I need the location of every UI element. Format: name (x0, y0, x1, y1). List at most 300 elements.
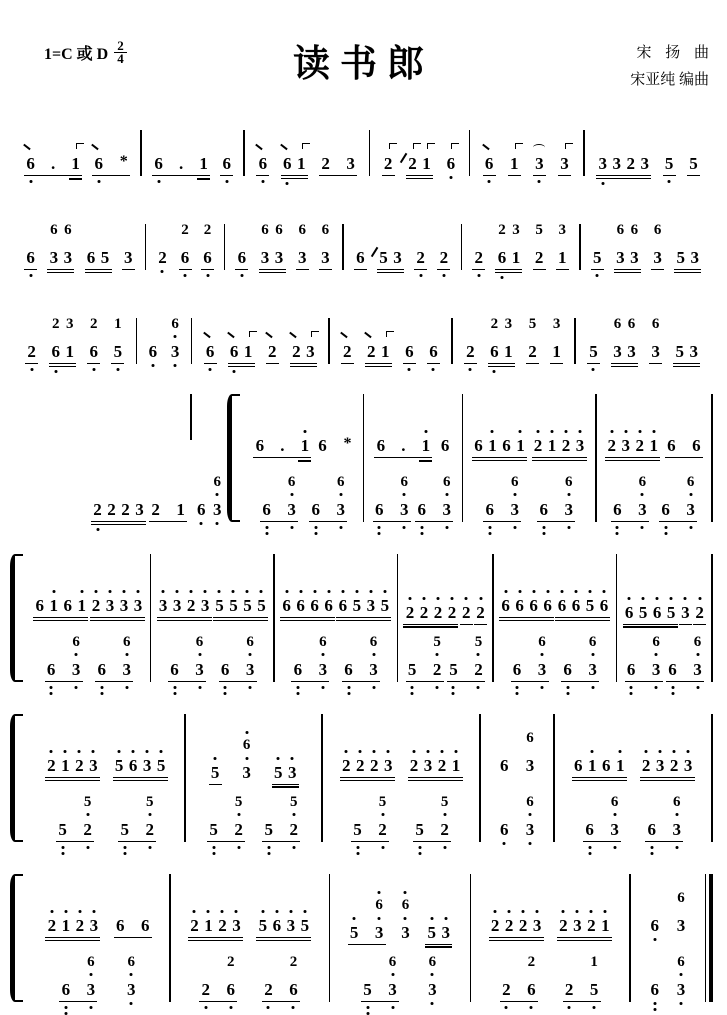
chord-upper-row (170, 316, 181, 333)
note-digit: 3 (374, 922, 384, 942)
note-group (45, 634, 83, 682)
low-octave-dots (591, 686, 594, 689)
beamed-note-row (425, 923, 452, 945)
note-digit: 2 (341, 756, 351, 775)
high-octave-dots (246, 590, 249, 593)
note-digit: 3 (683, 756, 693, 775)
octave-dot (671, 686, 674, 689)
octave-dot (339, 493, 342, 496)
note (92, 500, 103, 519)
measure (28, 714, 184, 842)
chord-upper-slot (212, 474, 223, 491)
note (85, 980, 96, 999)
beamed-note-row (625, 660, 663, 682)
measure (137, 316, 191, 364)
octave-dot (200, 522, 203, 525)
chord-upper-row (527, 316, 538, 333)
note-digit: 2 (416, 248, 425, 267)
octave-dot (408, 597, 411, 600)
octave-dot (92, 750, 95, 753)
note-digit: 2 (289, 954, 298, 970)
note (439, 820, 450, 839)
note-digit: 2 (186, 596, 196, 615)
low-octave-dots (237, 813, 240, 816)
octave-dot (404, 917, 407, 920)
octave-dot (267, 846, 270, 849)
low-octave-dots (116, 368, 119, 371)
note (212, 474, 223, 491)
low-octave-dots (292, 1006, 295, 1009)
note (291, 342, 302, 361)
note-digit: 6 (661, 500, 670, 519)
chord-upper-slot (349, 897, 360, 914)
note-group (209, 763, 222, 785)
beamed-note-row (152, 154, 210, 176)
note-group (550, 316, 563, 364)
note-digit: 1 (558, 248, 567, 267)
accompaniment-voice-row (175, 938, 325, 1002)
beamed-note-row (426, 980, 439, 1002)
chord-upper-slot (274, 222, 285, 239)
slide-corner-mark (413, 143, 421, 149)
note-digit: 6 (283, 154, 292, 173)
chord-upper-row (612, 474, 648, 491)
note (46, 756, 57, 775)
note-digit: 3 (123, 248, 133, 267)
note-digit: 2 (181, 222, 189, 238)
octave-dot (347, 692, 350, 695)
note-digit: 6 (692, 436, 701, 455)
octave-dot (286, 182, 289, 185)
chord-upper-slot (615, 222, 626, 239)
chord-upper-slot (651, 634, 662, 651)
note-group (90, 596, 145, 618)
low-octave-dots (469, 368, 472, 371)
note-digit: 6 (128, 756, 138, 775)
note-group (648, 980, 661, 1002)
note-digit: 2 (234, 820, 243, 839)
note-digit: 6 (122, 634, 131, 650)
note (114, 756, 125, 775)
octave-dot (75, 686, 78, 689)
note-group (24, 248, 37, 270)
beamed-note-row (220, 154, 233, 176)
note-digit: 3 (423, 756, 433, 775)
note-group (537, 474, 575, 522)
octave-dot (125, 686, 128, 689)
note-digit: 6 (693, 634, 702, 650)
octave-dot (237, 846, 240, 849)
note-digit: 6 (242, 736, 251, 753)
chord-upper-row (612, 316, 637, 333)
octave-dot (378, 917, 381, 920)
note (562, 660, 573, 679)
note-group (291, 634, 329, 682)
note-digit: 6 (140, 916, 150, 935)
note-digit: 6 (115, 916, 125, 935)
chord-upper-slot (584, 794, 595, 811)
beamed-note-row (204, 342, 217, 364)
note-digit: 5 (243, 596, 252, 615)
note-group (342, 634, 380, 682)
note-digit: 2 (409, 756, 419, 775)
beamed-note-row (348, 923, 386, 945)
note (180, 222, 191, 239)
octave-dot (206, 274, 209, 277)
chord-upper-slot (362, 954, 373, 971)
beamed-note-row (659, 500, 697, 522)
note (221, 154, 232, 173)
note-digit: 6 (319, 634, 327, 650)
note-digit: 6 (563, 660, 572, 679)
note (432, 603, 443, 622)
note-digit: 2 (474, 248, 484, 267)
measure (471, 874, 629, 1002)
octave-dot (652, 430, 655, 433)
high-octave-dots (235, 910, 238, 913)
note-group (498, 820, 511, 842)
high-octave-dots (245, 731, 248, 734)
tremolo-asterisk (342, 436, 353, 455)
slide-corner-mark (515, 143, 523, 149)
high-octave-dots (659, 750, 662, 753)
octave-dot (130, 1002, 133, 1005)
octave-dot (29, 180, 32, 183)
note-group (587, 342, 600, 364)
high-octave-dots (291, 757, 294, 760)
chord-upper-slot (297, 222, 308, 239)
note-digit: 3 (122, 660, 131, 679)
octave-dot (109, 590, 112, 593)
octave-dot (327, 590, 330, 593)
grace-tick-mark (203, 332, 210, 338)
low-octave-dots (391, 1006, 394, 1009)
note (48, 248, 59, 267)
note (445, 154, 456, 173)
note-digit: 3 (245, 660, 255, 679)
note-digit: 6 (539, 500, 548, 519)
note-digit: 3 (71, 660, 81, 679)
melody-voice-row (402, 554, 488, 625)
note (650, 342, 661, 361)
octave-dot (513, 526, 516, 529)
high-octave-dots (404, 891, 407, 894)
octave-dot (698, 597, 701, 600)
note-group (336, 596, 391, 618)
note (612, 316, 623, 333)
note (407, 154, 418, 173)
note-digit: 6 (310, 596, 319, 615)
octave-dot (216, 522, 219, 525)
final-barline-thin (705, 874, 707, 1002)
beamed-note-row (49, 342, 76, 364)
beamed-note-row (256, 154, 269, 176)
high-octave-dots (345, 750, 348, 753)
chord-upper-slot (685, 474, 696, 491)
measure (555, 714, 711, 842)
note (128, 756, 139, 775)
measure (585, 146, 712, 176)
chord-upper-row (374, 474, 410, 491)
high-octave-dots (670, 597, 673, 600)
octave-dot (450, 597, 453, 600)
octave-dot (303, 910, 306, 913)
octave-dot (653, 938, 656, 941)
note-group (489, 916, 544, 938)
note-digit: 6 (417, 500, 426, 519)
beamed-note-row (373, 500, 411, 522)
note (496, 248, 507, 267)
low-octave-dots (477, 686, 480, 689)
chord-upper-row (512, 634, 548, 651)
octave-dot (653, 1002, 656, 1005)
chord-upper-slot (503, 316, 514, 333)
note-digit: 5 (407, 660, 417, 679)
note-digit: 1 (588, 756, 597, 775)
beamed-note-row (674, 248, 701, 270)
note-digit: 5 (210, 762, 220, 782)
chord-upper-slot (220, 634, 231, 651)
note-digit: 3 (681, 602, 690, 622)
note (186, 596, 197, 615)
beamed-note-row (341, 342, 354, 364)
note (387, 980, 398, 999)
octave-dot (574, 590, 577, 593)
note-group (281, 154, 308, 176)
note-group (555, 596, 610, 618)
chord-upper-slot (526, 954, 537, 971)
octave-dot (567, 526, 570, 529)
system-line-7 (10, 874, 713, 1002)
octave-dot (125, 653, 128, 656)
octave-dot (568, 1006, 571, 1009)
note-digit: 3 (630, 248, 639, 267)
note-digit: 3 (621, 436, 630, 455)
key-signature: 1=C 或 D (44, 46, 109, 63)
beamed-note-row (558, 154, 571, 176)
octave-dot (696, 653, 699, 656)
note-digit: 3 (286, 916, 296, 935)
octave-dot (519, 430, 522, 433)
augmentation-dot (178, 154, 184, 173)
chord-upper-row (496, 222, 521, 239)
note-group (348, 897, 386, 945)
note (551, 342, 562, 361)
note (286, 474, 297, 491)
beamed-note-row (526, 342, 539, 364)
octave-dot (151, 364, 154, 367)
octave-dot (505, 1006, 508, 1009)
note (281, 596, 292, 615)
note-digit: 2 (289, 820, 298, 839)
chord-upper-slot (374, 474, 385, 491)
note (241, 737, 252, 754)
low-octave-dots (216, 522, 219, 525)
note (297, 248, 308, 267)
octave-dot (212, 846, 215, 849)
note (428, 342, 439, 361)
note (245, 660, 256, 679)
note-digit: 2 (474, 660, 483, 679)
octave-dot (356, 852, 359, 855)
octave-dot (403, 526, 406, 529)
octave-dot (198, 653, 201, 656)
note (573, 756, 584, 775)
chord-upper-row (60, 954, 96, 971)
octave-dot (418, 846, 421, 849)
note-digit: 3 (105, 596, 115, 615)
note-digit: 6 (94, 154, 103, 173)
accompaniment-voice-row (32, 938, 165, 1002)
chord-upper-row (220, 634, 256, 651)
high-octave-dots (245, 757, 248, 760)
low-octave-dots (92, 368, 95, 371)
low-octave-dots (267, 1006, 270, 1009)
low-octave-dots (452, 686, 455, 695)
low-octave-dots (567, 493, 570, 496)
note-group (296, 222, 309, 270)
octave-dot (696, 686, 699, 689)
chord-upper-slot (416, 474, 427, 491)
note-digit: 3 (297, 248, 307, 267)
octave-dot (292, 1006, 295, 1009)
low-octave-dots (505, 1006, 508, 1009)
octave-dot (675, 846, 678, 849)
note (341, 756, 352, 775)
note-group (213, 596, 268, 618)
note (170, 342, 181, 361)
note (451, 756, 462, 775)
beamed-note-row (45, 916, 100, 938)
note-group (92, 154, 130, 176)
note (637, 474, 648, 491)
beamed-note-row (495, 248, 522, 270)
note-digit: 6 (388, 954, 397, 970)
high-octave-dots (422, 597, 425, 600)
low-octave-dots (89, 973, 92, 976)
chord-upper-slot (637, 474, 648, 491)
note (48, 222, 59, 239)
note (48, 596, 59, 615)
grace-tick-mark (23, 144, 30, 150)
note-digit: 2 (47, 916, 57, 935)
octave-dot (356, 846, 359, 849)
low-octave-dots (566, 686, 569, 695)
octave-dot (529, 842, 532, 845)
note-digit: 3 (651, 660, 661, 679)
note (664, 154, 675, 173)
beamed-note-row (673, 342, 700, 364)
note-digit: 2 (466, 342, 475, 361)
chord-upper-row (484, 474, 520, 491)
note-group (447, 634, 485, 682)
beamed-note-row (623, 603, 678, 625)
octave-dot (381, 813, 384, 816)
octave-dot (64, 1012, 67, 1015)
low-octave-dots (653, 1002, 656, 1011)
note-digit: 6 (89, 342, 99, 361)
note-digit: 3 (274, 248, 284, 267)
high-octave-dots (579, 430, 582, 433)
note (441, 500, 452, 519)
octave-dot (443, 813, 446, 816)
beamed-note-row (648, 980, 661, 1002)
octave-dot (355, 590, 358, 593)
note-digit: 6 (148, 342, 158, 361)
accompaniment-voice-row (498, 618, 612, 682)
note-digit: 2 (203, 222, 212, 238)
beamed-note-row (259, 248, 286, 270)
note-group (413, 794, 451, 842)
accompaniment-voice-row (467, 458, 591, 522)
chord-upper-row (320, 222, 331, 239)
note-digit: 6 (650, 916, 659, 935)
high-octave-dots (698, 597, 701, 600)
note-digit: 2 (439, 248, 449, 267)
high-octave-dots (137, 590, 140, 593)
octave-dot (233, 370, 236, 373)
note (534, 222, 545, 239)
high-octave-dots (80, 590, 83, 593)
beamed-note-row (240, 763, 253, 785)
note (534, 248, 545, 267)
low-octave-dots (30, 368, 33, 371)
note-digit: 6 (490, 342, 499, 361)
note (404, 603, 415, 622)
beamed-note-row (146, 342, 159, 364)
high-octave-dots (214, 757, 217, 760)
chord-upper-slot (589, 954, 600, 971)
octave-dot (579, 430, 582, 433)
high-octave-dots (378, 891, 381, 894)
beamed-note-row (253, 436, 311, 458)
chord-upper-slot (484, 474, 495, 491)
note (310, 500, 321, 519)
low-octave-dots (432, 368, 435, 371)
note (685, 500, 696, 519)
note (288, 954, 299, 971)
low-octave-dots (653, 938, 656, 941)
note-digit: 5 (100, 248, 110, 267)
high-octave-dots (260, 590, 263, 593)
measure (88, 492, 190, 522)
note-digit: 6 (650, 980, 659, 999)
note-digit: 5 (666, 602, 676, 622)
octave-dot (680, 1002, 683, 1005)
note-digit: 5 (264, 820, 273, 839)
note (150, 500, 161, 519)
octave-dot (494, 910, 497, 913)
note-digit: 1 (601, 916, 610, 935)
chord-upper-slot (407, 634, 418, 651)
note-digit: 2 (27, 342, 36, 361)
note-group (87, 316, 100, 364)
measure (463, 394, 595, 522)
beamed-note-row (675, 980, 688, 1002)
high-octave-dots (353, 917, 356, 920)
beamed-note-row (201, 248, 214, 270)
grace-tick-mark (289, 332, 296, 338)
chord-upper-slot (650, 316, 661, 333)
note-digit: 3 (689, 342, 698, 361)
octave-dot (601, 182, 604, 185)
chord-upper-slot (144, 794, 155, 811)
note (525, 730, 536, 747)
beamed-note-row (340, 756, 395, 778)
note-group (188, 916, 243, 938)
note-digit: 5 (433, 634, 441, 650)
chord-upper-row (310, 474, 346, 491)
